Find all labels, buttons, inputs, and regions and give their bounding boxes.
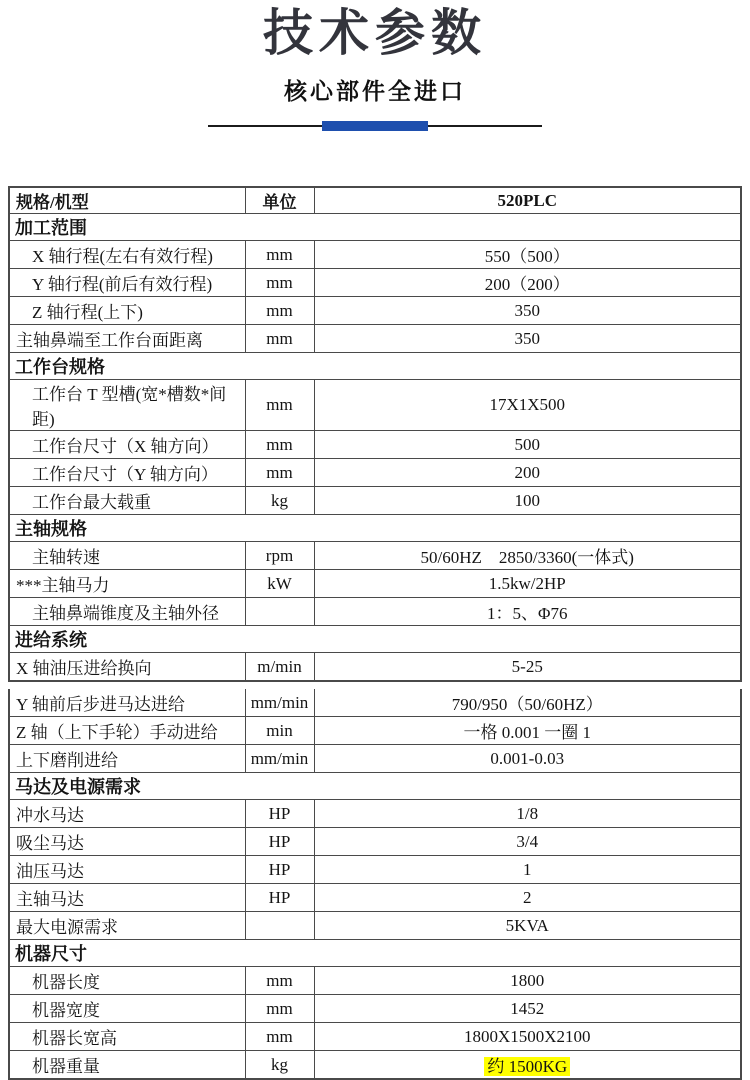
table-row [9,717,741,745]
value-cell: 1800X1500X2100 [314,1023,741,1051]
table-row [9,884,741,912]
table-split-gap [8,682,742,689]
spec-label-cell: 冲水马达 [9,800,245,828]
table-row [9,912,741,940]
spec-label-cell: 机器重量 [9,1051,245,1080]
table-row [9,297,741,325]
unit-cell: HP [245,884,314,912]
table-row [9,570,741,598]
spec-table-fragment [8,689,742,1080]
value-cell: 500 [314,431,741,459]
unit-cell: mm [245,241,314,269]
unit-cell: mm [245,431,314,459]
value-cell: 100 [314,487,741,515]
divider-accent-block [322,121,428,131]
table-row [9,856,741,884]
table-row [9,325,741,353]
unit-cell: mm [245,995,314,1023]
spec-label-cell: X 轴油压进给换向 [9,653,245,682]
table-row [9,689,741,717]
unit-cell: mm [245,297,314,325]
value-cell: 1800 [314,967,741,995]
table-row [9,487,741,515]
spec-label-cell: Y 轴前后步进马达进给 [9,689,245,717]
spec-label-cell: 工作台尺寸（X 轴方向） [9,431,245,459]
unit-cell: mm [245,325,314,353]
table-row [9,967,741,995]
section-row [9,353,741,380]
section-label: 主轴规格 [9,515,741,542]
value-cell [314,1051,741,1080]
unit-cell: kW [245,570,314,598]
value-cell: 5-25 [314,653,741,682]
table-row [9,241,741,269]
table-row [9,828,741,856]
spec-label-cell: 机器长度 [9,967,245,995]
table-row [9,995,741,1023]
value-cell: 5KVA [314,912,741,940]
page-title: 技术参数 [263,5,487,61]
page-subtitle: 核心部件全进口 [284,78,466,104]
unit-cell [245,598,314,626]
unit-cell: mm/min [245,745,314,773]
value-cell: 17X1X500 [314,380,741,431]
column-header-model: 520PLC [314,187,741,214]
value-cell: 一格 0.001 一圈 1 [314,717,741,745]
spec-label-cell: 主轴鼻端锥度及主轴外径 [9,598,245,626]
value-cell: 1/8 [314,800,741,828]
value-cell: 350 [314,325,741,353]
value-cell: 1.5kw/2HP [314,570,741,598]
spec-label-cell: Z 轴（上下手轮）手动进给 [9,717,245,745]
spec-label-cell: Y 轴行程(前后有效行程) [9,269,245,297]
section-label: 工作台规格 [9,353,741,380]
table-row [9,598,741,626]
highlighted-value: 约 1500KG [484,1057,570,1076]
unit-cell: mm [245,967,314,995]
spec-label-cell: 上下磨削进给 [9,745,245,773]
section-row [9,626,741,653]
section-label: 马达及电源需求 [9,773,741,800]
table-row [9,800,741,828]
spec-label-cell: ***主轴马力 [9,570,245,598]
value-cell: 1 [314,856,741,884]
unit-cell: kg [245,1051,314,1080]
unit-cell: kg [245,487,314,515]
spec-label-cell: 主轴转速 [9,542,245,570]
unit-cell: mm/min [245,689,314,717]
spec-label-cell: 吸尘马达 [9,828,245,856]
value-cell: 0.001-0.03 [314,745,741,773]
section-label: 机器尺寸 [9,940,741,967]
table-row [9,653,741,682]
unit-cell: mm [245,1023,314,1051]
unit-cell: rpm [245,542,314,570]
spec-table-fragment [8,186,742,682]
section-label: 进给系统 [9,626,741,653]
value-cell: 3/4 [314,828,741,856]
unit-cell: HP [245,828,314,856]
spec-label-cell: 机器宽度 [9,995,245,1023]
value-cell: 50/60HZ 2850/3360(一体式) [314,542,741,570]
value-cell: 1452 [314,995,741,1023]
section-row [9,940,741,967]
section-row [9,773,741,800]
unit-cell: m/min [245,653,314,682]
value-cell: 200 [314,459,741,487]
spec-label-cell: 主轴马达 [9,884,245,912]
spec-table [8,186,742,1080]
table-row [9,542,741,570]
column-header-spec: 规格/机型 [9,187,245,214]
value-cell: 200（200） [314,269,741,297]
spec-label-cell: Z 轴行程(上下) [9,297,245,325]
table-row [9,1023,741,1051]
spec-label-cell: 工作台最大载重 [9,487,245,515]
section-row [9,214,741,241]
table-row [9,459,741,487]
spec-label-cell: 最大电源需求 [9,912,245,940]
spec-label-cell: 主轴鼻端至工作台面距离 [9,325,245,353]
table-row [9,269,741,297]
unit-cell: HP [245,856,314,884]
table-row [9,1051,741,1080]
spec-label-cell: 机器长宽高 [9,1023,245,1051]
column-header-unit: 单位 [245,187,314,214]
unit-cell: min [245,717,314,745]
table-row [9,431,741,459]
unit-cell [245,912,314,940]
table-row [9,745,741,773]
section-row [9,515,741,542]
spec-label-cell: 工作台尺寸（Y 轴方向） [9,459,245,487]
table-row [9,380,741,431]
page-header [0,0,750,131]
unit-cell: HP [245,800,314,828]
section-divider [208,121,542,131]
table-header-row [9,187,741,214]
value-cell: 1：5、Φ76 [314,598,741,626]
section-label: 加工范围 [9,214,741,241]
unit-cell: mm [245,380,314,431]
value-cell: 550（500） [314,241,741,269]
unit-cell: mm [245,269,314,297]
unit-cell: mm [245,459,314,487]
spec-label-cell: X 轴行程(左右有效行程) [9,241,245,269]
value-cell: 350 [314,297,741,325]
value-cell: 790/950（50/60HZ） [314,689,741,717]
spec-label-cell: 工作台 T 型槽(宽*槽数*间距) [9,380,245,431]
spec-label-cell: 油压马达 [9,856,245,884]
value-cell: 2 [314,884,741,912]
